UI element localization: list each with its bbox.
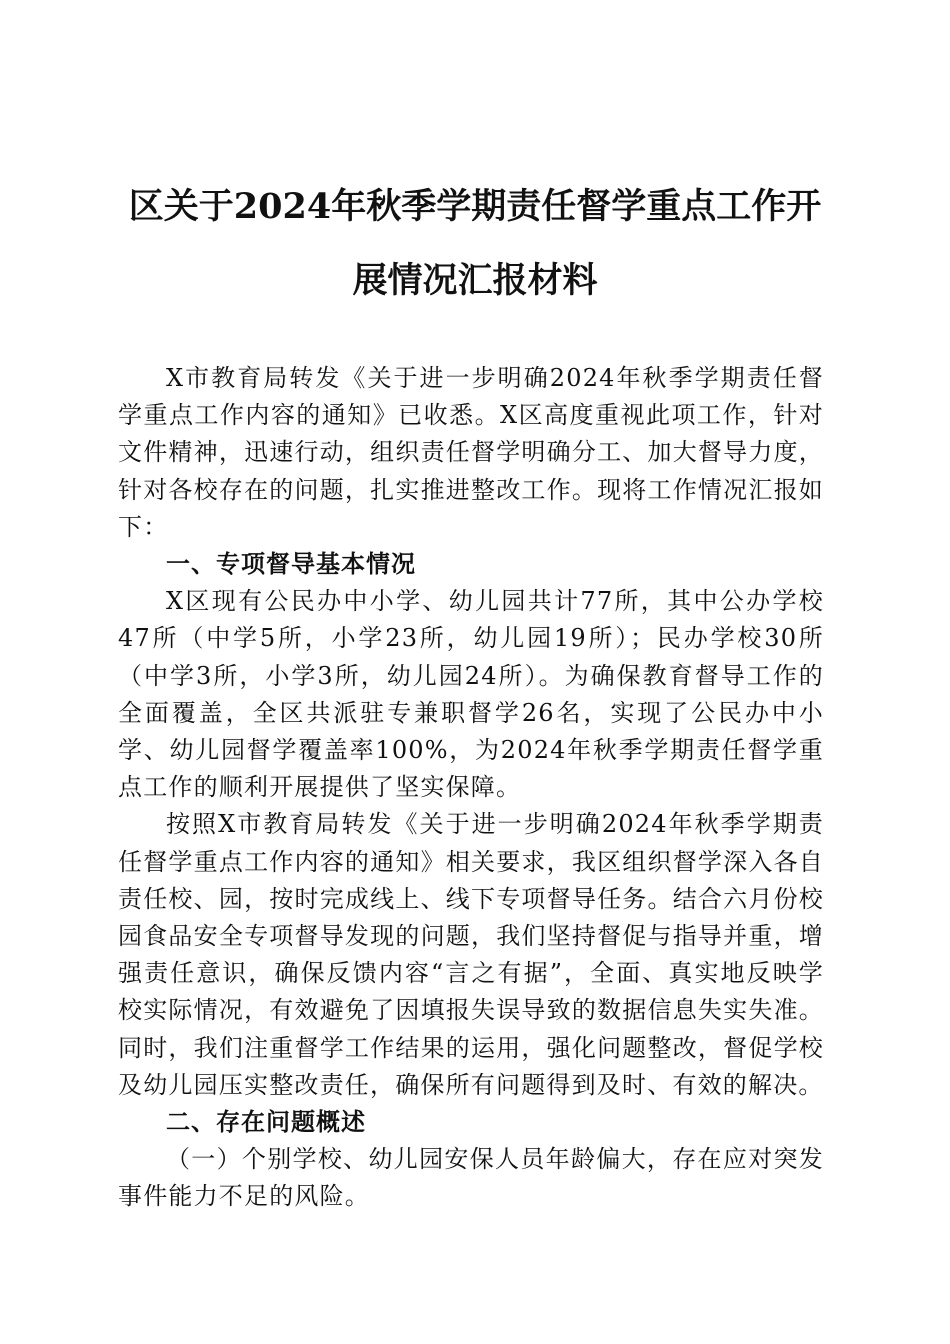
document-title: [118, 170, 832, 318]
intro-paragraph: X市教育局转发《关于进一步明确2024年秋季学期责任督学重点工作内容的通知》已收悉。X区高度重视此项工作，针对文件精神，迅速行动，组织责任督学明确分工、加大督导力度，针对各校存在的问题，扎实推进整改工作。现将工作情况汇报如下：: [118, 364, 824, 541]
document-body: [118, 360, 824, 1216]
section1-paragraph-2: 按照X市教育局转发《关于进一步明确2024年秋季学期责任督学重点工作内容的通知》相关要求，我区组织督学深入各自责任校、园，按时完成线上、线下专项督导任务。结合六月份校园食品安全专项督导发现的问题，我们坚持督促与指导并重，增强责任意识，确保反馈内容“言之有据”，全面、真实地反映学校实际情况，有效避免了因填报失误导致的数据信息失实失准。同时，我们注重督学工作结果的运用，强化问题整改，督促学校及幼儿园压实整改责任，确保所有问题得到及时、有效的解决。: [118, 810, 824, 1099]
title-line-1: 区关于2024年秋季学期责任督学重点工作开: [128, 186, 822, 227]
section-heading-1: 一、专项督导基本情况: [166, 550, 416, 579]
section2-paragraph-1: （一）个别学校、幼儿园安保人员年龄偏大，存在应对突发事件能力不足的风险。: [118, 1145, 824, 1211]
section-heading-2: 二、存在问题概述: [166, 1108, 366, 1137]
section1-paragraph-1: X区现有公民办中小学、幼儿园共计77所，其中公办学校47所（中学5所，小学23所，幼儿园19所）；民办学校30所（中学3所，小学3所，幼儿园24所）。为确保教育督导工作的全面覆盖，全区共派驻专兼职督学26名，实现了公民办中小学、幼儿园督学覆盖率100%，为2024年秋季学期责任督学重点工作的顺利开展提供了坚实保障。: [118, 587, 824, 802]
title-line-2: 展情况汇报材料: [352, 260, 598, 301]
